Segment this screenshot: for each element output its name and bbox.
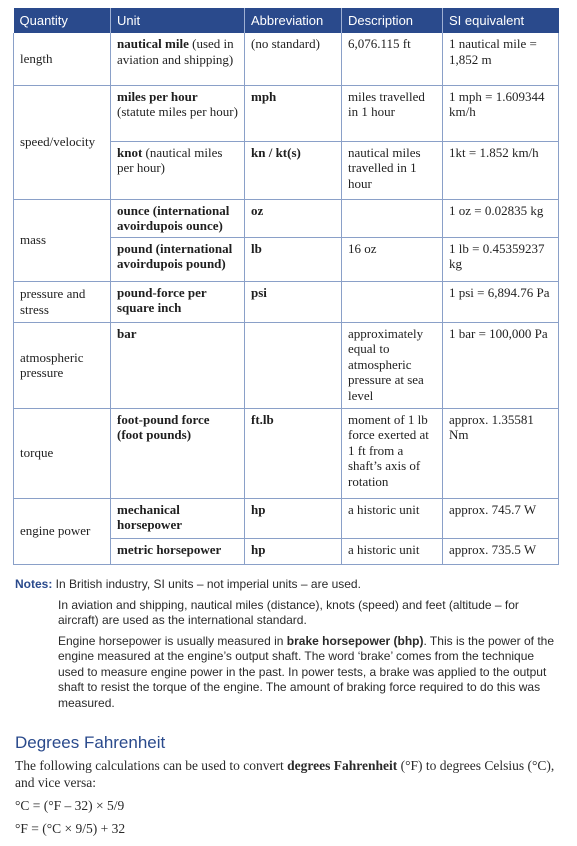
abbreviation-cell: (no standard): [245, 33, 342, 85]
header-unit: Unit: [111, 8, 245, 33]
si-cell: 1 nautical mile = 1,852 m: [443, 33, 559, 85]
intro-bold-term: degrees Fahrenheit: [287, 758, 398, 773]
unit-note: (statute miles per hour): [117, 104, 238, 119]
description-cell: moment of 1 lb force exerted at 1 ft from a shaft’s axis of rotation: [342, 408, 443, 498]
abbreviation-cell: kn / kt(s): [245, 141, 342, 199]
unit-note: (nautical miles per hour): [117, 144, 223, 175]
notes-bold-term: brake horsepower (bhp): [286, 633, 424, 648]
si-cell: approx. 735.5 W: [443, 538, 559, 564]
si-cell: 1 psi = 6,894.76 Pa: [443, 281, 559, 322]
unit-cell: [111, 85, 245, 141]
fahrenheit-section: [15, 733, 560, 837]
abbreviation-cell: lb: [245, 237, 342, 281]
abbreviation-cell: psi: [245, 281, 342, 322]
header-description: Description: [342, 8, 443, 33]
notes-text: Engine horsepower is usually measured in: [58, 633, 287, 648]
formula-celsius: °C = (°F – 32) × 5/9: [15, 798, 125, 813]
abbreviation-cell: hp: [245, 498, 342, 538]
table-row: [14, 33, 559, 85]
table-header-row: [14, 8, 559, 33]
unit-cell: [111, 141, 245, 199]
description-cell: [342, 281, 443, 322]
description-cell: approximately equal to atmospheric pressure at sea level: [342, 322, 443, 408]
si-cell: approx. 1.35581 Nm: [443, 408, 559, 498]
description-cell: 16 oz: [342, 237, 443, 281]
section-intro: [15, 757, 560, 791]
unit-cell: foot-pound force (foot pounds): [111, 408, 245, 498]
quantity-cell: torque: [14, 408, 111, 498]
notes-label: Notes:: [15, 577, 53, 591]
si-cell: 1 oz = 0.02835 kg: [443, 199, 559, 237]
table-row: [14, 85, 559, 141]
quantity-cell: engine power: [14, 498, 111, 564]
header-abbreviation: Abbreviation: [245, 8, 342, 33]
si-cell: 1 lb = 0.45359237 kg: [443, 237, 559, 281]
units-table: [13, 8, 559, 565]
description-cell: nautical miles travelled in 1 hour: [342, 141, 443, 199]
formula-fahrenheit: °F = (°C × 9/5) + 32: [15, 821, 126, 836]
quantity-cell: atmospheric pressure: [14, 322, 111, 408]
notes-paragraph: [58, 634, 560, 712]
abbreviation-cell: ft.lb: [245, 408, 342, 498]
si-cell: 1kt = 1.852 km/h: [443, 141, 559, 199]
unit-cell: pound (international avoirdupois pound): [111, 237, 245, 281]
notes-paragraph: In aviation and shipping, nautical miles (distance), knots (speed) and feet (altitude – for aircraft) are used as the international standard.: [58, 597, 519, 627]
description-cell: 6,076.115 ft: [342, 33, 443, 85]
unit-name: knot: [117, 144, 143, 160]
abbreviation-cell: hp: [245, 538, 342, 564]
section-heading: Degrees Fahrenheit: [15, 733, 166, 752]
unit-cell: ounce (international avoirdupois ounce): [111, 199, 245, 237]
table-row: [14, 498, 559, 538]
quantity-cell: length: [14, 33, 111, 85]
si-cell: 1 bar = 100,000 Pa: [443, 322, 559, 408]
header-si-equivalent: SI equivalent: [443, 8, 559, 33]
intro-text: The following calculations can be used to convert: [15, 758, 288, 773]
notes-block: [15, 577, 560, 711]
unit-note: (used in aviation and shipping): [117, 36, 234, 67]
header-quantity: Quantity: [14, 8, 111, 33]
table-row: [14, 199, 559, 237]
notes-text: . This is the power of the engine measured at the engine’s output shaft. The word ‘brake’ comes from the technique used to measure engine power in the past. In power tests, a brake was applied to the output shaft to resist the torque of the engine. The amount of braking force required to do this was measured.: [58, 633, 554, 710]
unit-name: nautical mile: [117, 36, 189, 51]
abbreviation-cell: [245, 322, 342, 408]
table-row: [14, 408, 559, 498]
table-row: [14, 322, 559, 408]
unit-name: miles per hour: [117, 88, 198, 104]
intro-text: (°F) to degrees Celsius (°C), and vice versa:: [15, 758, 555, 790]
si-cell: approx. 745.7 W: [443, 498, 559, 538]
unit-cell: bar: [111, 322, 245, 408]
description-cell: a historic unit: [342, 498, 443, 538]
abbreviation-cell: oz: [245, 199, 342, 237]
unit-cell: metric horsepower: [111, 538, 245, 564]
quantity-cell: mass: [14, 199, 111, 281]
notes-text: In British industry, SI units – not imperial units – are used.: [52, 577, 361, 591]
description-cell: [342, 199, 443, 237]
notes-line: [15, 577, 560, 593]
unit-cell: mechanical horsepower: [111, 498, 245, 538]
table-row: [14, 281, 559, 322]
unit-cell: [111, 33, 245, 85]
description-cell: miles travelled in 1 hour: [342, 85, 443, 141]
description-cell: a historic unit: [342, 538, 443, 564]
si-cell: 1 mph = 1.609344 km/h: [443, 85, 559, 141]
quantity-cell: pressure and stress: [14, 281, 111, 322]
unit-cell: pound-force per square inch: [111, 281, 245, 322]
quantity-cell: speed/velocity: [14, 85, 111, 199]
abbreviation-cell: mph: [245, 85, 342, 141]
